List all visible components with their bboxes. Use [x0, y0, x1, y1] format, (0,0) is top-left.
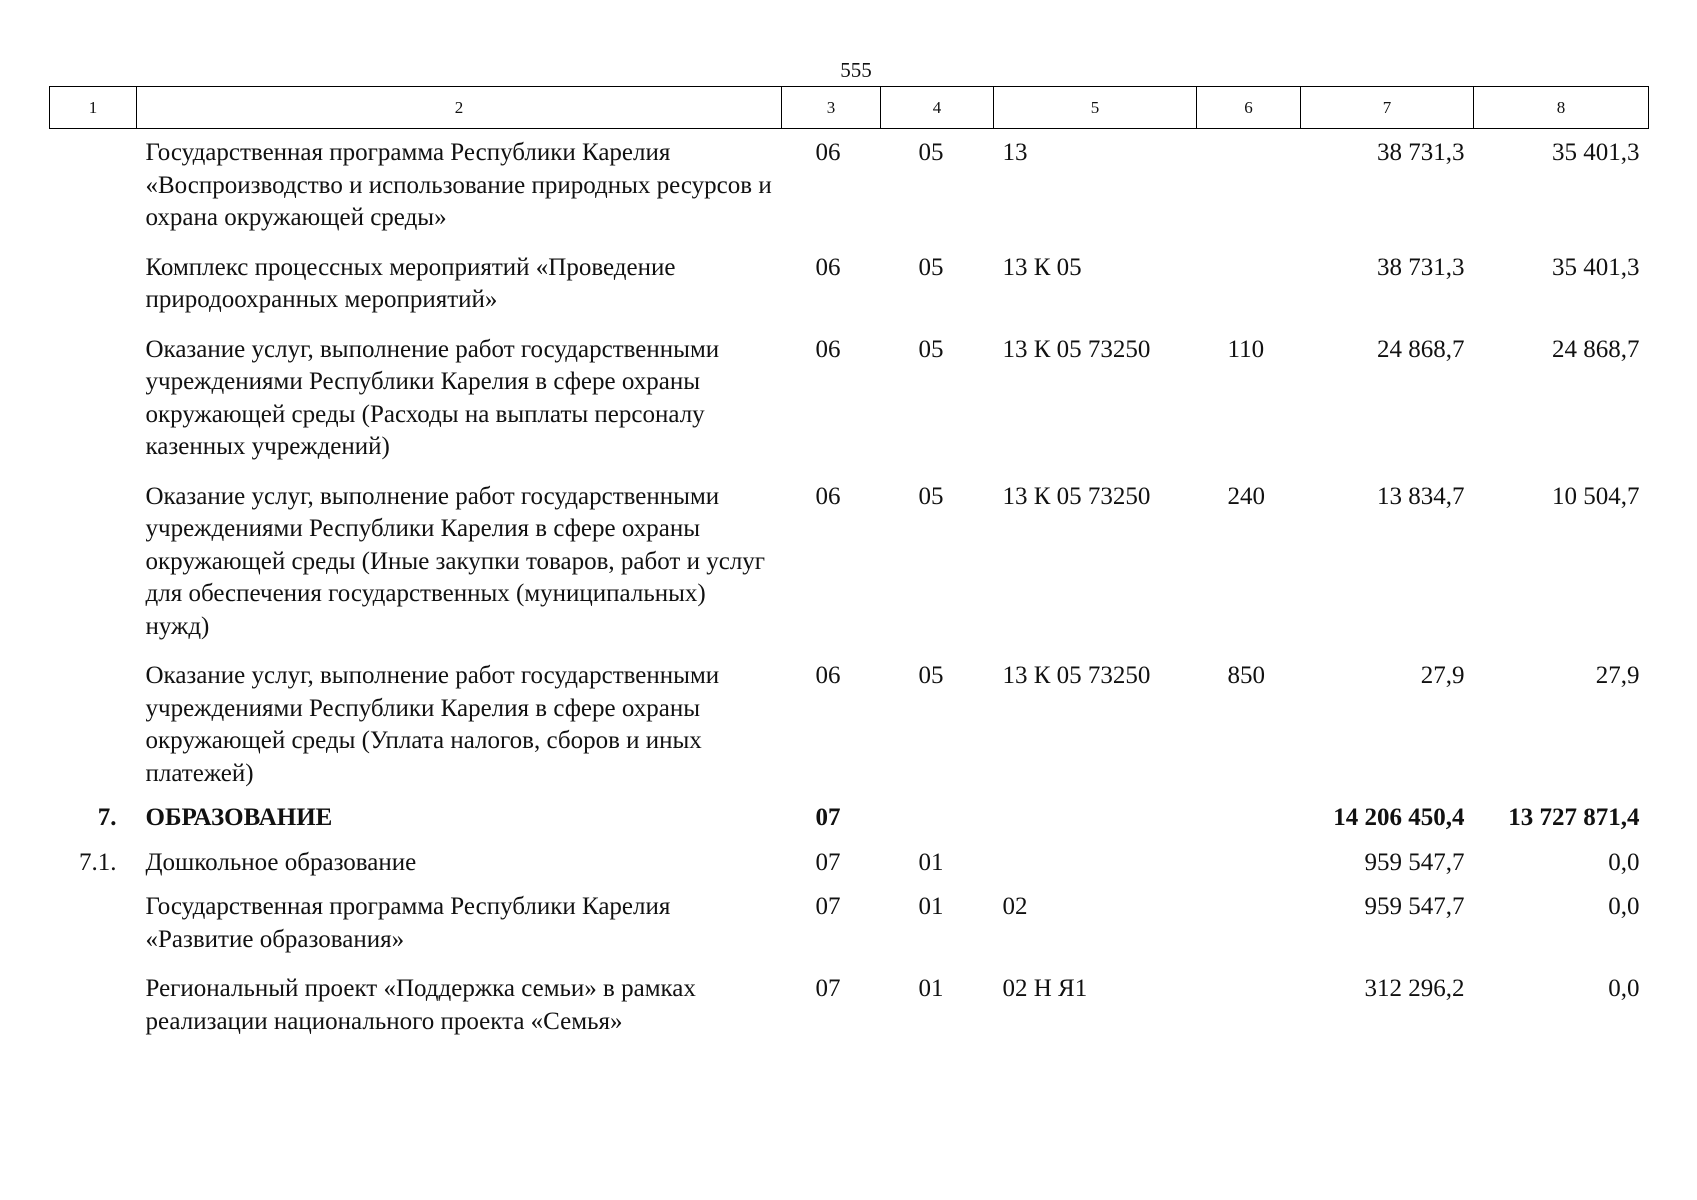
row-name: ОБРАЗОВАНИЕ: [145, 804, 333, 831]
row-subsection-code: 05: [918, 662, 944, 689]
column-header: 8: [1474, 87, 1649, 129]
row-expense-type-code: [1197, 956, 1301, 1038]
row-amount-year2: 27,9: [1595, 662, 1640, 689]
column-header: 2: [137, 87, 782, 129]
row-section-code: 06: [815, 662, 841, 689]
page-number: 555: [840, 58, 872, 82]
row-expense-type-code: 240: [1227, 482, 1265, 510]
row-subsection-code: 05: [918, 139, 944, 166]
table-row: [50, 643, 1649, 790]
row-amount-year1: 14 206 450,4: [1333, 804, 1465, 831]
row-section-code: 06: [815, 335, 841, 363]
row-amount-year1: 959 547,7: [1364, 848, 1465, 876]
row-name: Дошкольное образование: [145, 848, 417, 876]
row-amount-year2: 0,0: [1608, 848, 1640, 876]
row-number: [50, 464, 137, 644]
row-number: [50, 956, 137, 1038]
row-subsection-code: [881, 790, 994, 835]
row-target-item-code: 13 К 05 73250: [1002, 662, 1151, 689]
table-row: [50, 317, 1649, 464]
row-amount-year2: 35 401,3: [1552, 253, 1640, 281]
row-target-item-code: 13: [1002, 139, 1028, 166]
row-section-code: 07: [815, 893, 841, 920]
row-amount-year2: 13 727 871,4: [1508, 804, 1640, 831]
row-target-item-code: 13 К 05 73250: [1002, 335, 1151, 363]
row-amount-year1: 312 296,2: [1364, 975, 1465, 1002]
table-row: [50, 464, 1649, 644]
row-subsection-code: 01: [918, 848, 944, 876]
row-expense-type-code: [1197, 879, 1301, 956]
table-row: [50, 956, 1649, 1038]
section-row: [50, 790, 1649, 835]
row-name: Комплекс процессных мероприятий «Проведение природоохранных мероприятий»: [145, 253, 676, 313]
budget-table: [49, 86, 1649, 1038]
row-name: Оказание услуг, выполнение работ государственными учреждениями Республики Карелия в сфере охраны окружающей среды (Иные закупки товаров, работ и услуг для обеспечения государственных (муниципальных) нужд): [145, 482, 766, 640]
row-expense-type-code: [1197, 129, 1301, 235]
row-number: [50, 643, 137, 790]
row-number: [50, 879, 137, 956]
row-expense-type-code: [1197, 790, 1301, 835]
row-name: Государственная программа Республики Карелия «Развитие образования»: [145, 893, 671, 953]
row-number: 7.: [97, 804, 117, 831]
column-header: 4: [881, 87, 994, 129]
row-section-code: 06: [815, 139, 841, 166]
table-row: [50, 835, 1649, 880]
row-amount-year1: 38 731,3: [1377, 253, 1465, 281]
table-row: [50, 235, 1649, 317]
row-name: Оказание услуг, выполнение работ государственными учреждениями Республики Карелия в сфере охраны окружающей среды (Уплата налогов, сборов и иных платежей): [145, 662, 720, 787]
row-subsection-code: 05: [918, 253, 944, 281]
row-expense-type-code: [1197, 835, 1301, 880]
row-number: [50, 235, 137, 317]
row-subsection-code: 05: [918, 335, 944, 363]
row-section-code: 07: [815, 848, 841, 876]
row-expense-type-code: [1197, 235, 1301, 317]
row-target-item-code: 13 К 05 73250: [1002, 482, 1151, 510]
row-expense-type-code: 110: [1227, 335, 1265, 363]
row-amount-year1: 38 731,3: [1377, 139, 1465, 166]
row-section-code: 07: [815, 975, 841, 1002]
row-target-item-code: [994, 835, 1197, 880]
row-amount-year1: 27,9: [1420, 662, 1465, 689]
row-amount-year2: 0,0: [1608, 893, 1640, 920]
row-number: [50, 129, 137, 235]
column-header: 1: [50, 87, 137, 129]
row-number: 7.1.: [79, 848, 117, 876]
row-name: Государственная программа Республики Карелия «Воспроизводство и использование природных ресурсов и охрана окружающей среды»: [145, 139, 772, 231]
row-subsection-code: 05: [918, 482, 944, 510]
row-target-item-code: 02: [1002, 893, 1028, 920]
column-header: 6: [1197, 87, 1301, 129]
row-amount-year1: 24 868,7: [1377, 335, 1465, 363]
column-header: 3: [782, 87, 881, 129]
row-section-code: 06: [815, 253, 841, 281]
row-number: [50, 317, 137, 464]
column-header: 7: [1301, 87, 1474, 129]
row-amount-year2: 10 504,7: [1552, 482, 1640, 510]
row-expense-type-code: 850: [1227, 662, 1265, 689]
row-subsection-code: 01: [918, 975, 944, 1002]
row-amount-year2: 0,0: [1608, 975, 1640, 1002]
row-amount-year2: 35 401,3: [1552, 139, 1640, 166]
row-section-code: 06: [815, 482, 841, 510]
row-name: Оказание услуг, выполнение работ государственными учреждениями Республики Карелия в сфере охраны окружающей среды (Расходы на выплаты персоналу казенных учреждений): [145, 335, 720, 460]
row-target-item-code: [994, 790, 1197, 835]
row-amount-year1: 13 834,7: [1377, 482, 1465, 510]
row-name: Региональный проект «Поддержка семьи» в рамках реализации национального проекта «Семья»: [145, 975, 696, 1035]
column-header: 5: [994, 87, 1197, 129]
row-amount-year2: 24 868,7: [1552, 335, 1640, 363]
table-row: [50, 879, 1649, 956]
row-target-item-code: 02 Н Я1: [1002, 975, 1088, 1002]
row-subsection-code: 01: [918, 893, 944, 920]
column-number-row: [50, 87, 1649, 129]
row-target-item-code: 13 К 05: [1002, 253, 1082, 281]
row-amount-year1: 959 547,7: [1364, 893, 1465, 920]
row-section-code: 07: [815, 804, 841, 831]
table-row: [50, 129, 1649, 235]
